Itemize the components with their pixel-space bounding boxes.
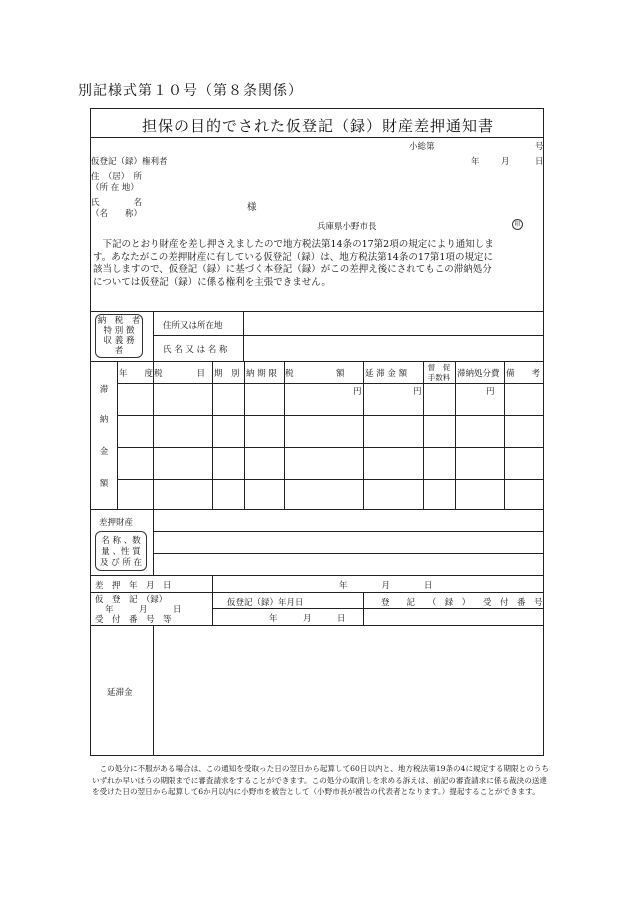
honorific: 様 (247, 202, 257, 213)
arrears-side-2: 納 (99, 415, 109, 425)
taxpayer-div-2 (243, 311, 244, 361)
property-line-1 (153, 531, 543, 532)
property-div (153, 509, 154, 575)
header-year: 年 度 (119, 369, 154, 379)
arrears-side-3: 金 (99, 447, 109, 457)
arrears-row-line-2 (117, 447, 543, 448)
property-sub-label-2: 量 、性 質 (101, 547, 141, 557)
seizure-top-line (91, 575, 543, 576)
issuer-name: 兵庫県小野市長 (317, 222, 377, 232)
property-sub-label-3: 及 び 所 在 (99, 558, 143, 568)
address-label-sub: （所 在 地） (91, 183, 139, 193)
seizure-date-label: 差 押 年 月 日 (95, 581, 172, 591)
name-label-sub: （名 称） (91, 209, 143, 219)
arrears-row-line-3 (117, 479, 543, 480)
unit-late-fee: 円 (413, 387, 422, 397)
form-caption: 別記様式第１０号（第８条関係） (78, 83, 303, 99)
arrears-top-line (91, 361, 543, 362)
title-divider (91, 137, 543, 138)
seizure-date-value: 年 月 日 (339, 581, 433, 591)
body-line-3: 該当しますので、仮登記（録）に基づく本登記（録）がこの差押え後にされてもこの滞納処分 (93, 264, 492, 275)
registration-label-2: 年 月 日 (105, 605, 182, 615)
taxpayer-name-label: 氏 名 又 は 名 称 (163, 345, 228, 355)
arrears-header-line (117, 383, 543, 384)
arrears-row-line-1 (117, 415, 543, 416)
property-label: 差押財産 (99, 518, 134, 528)
property-top-line (91, 509, 543, 510)
late-fee-div (153, 625, 154, 755)
registration-number-header: 登 記 （ 録 ） 受 付 番 号 (381, 598, 543, 608)
header-period: 期 別 (214, 369, 240, 379)
doc-number-suffix: 号 (535, 142, 544, 152)
document-title: 担保の目的でされた仮登記（録）財産差押通知書 (141, 117, 494, 135)
taxpayer-label-3: 収 義 務 (103, 336, 135, 346)
taxpayer-top-line (91, 311, 543, 312)
property-line-2 (153, 553, 543, 554)
seizure-div (212, 575, 213, 625)
date-day: 日 (535, 157, 544, 167)
seal-mark: 印 (512, 219, 523, 230)
notice-form (90, 108, 544, 756)
body-line-4: については仮登記（録）に係る権利を主張できません。 (93, 276, 331, 288)
body-line-1: 下記のとおり財産を差し押さえましたので地方税法第14条の17第2項の規定により通知しま (93, 239, 494, 250)
taxpayer-label-1: 納 税 者 (97, 316, 141, 326)
property-sub-label-1: 名 称 、数 (101, 536, 141, 546)
name-label: 氏 名 (91, 198, 143, 208)
header-due-date: 納 期 限 (246, 369, 277, 379)
taxpayer-mid-line (153, 335, 543, 336)
registration-date-header: 仮登記（録）年月日 (227, 598, 304, 608)
header-late-fee: 延 滞 金 額 (365, 369, 408, 379)
late-fee-top-line (91, 625, 543, 626)
taxpayer-label-2: 特 別 徴 (103, 326, 135, 336)
doc-number-prefix: 小総第 (409, 142, 435, 152)
registration-label-3: 受 付 番 号 等 (95, 615, 172, 625)
body-line-2: す。あなたがこの差押財産に有している仮登記（録）は、地方税法第14条の17第1項の規定に (93, 251, 493, 263)
taxpayer-label-4: 者 (114, 346, 124, 356)
appeal-footnote: この処分に不服がある場合は、この通知を受取った日の翌日から起算して60日以内と、地方税法第19条の4に規定する期限とのうちいずれか早いほうの期限までに審査請求をすることができます。この処分の取消しを求める訴えは、前記の審査請求に係る裁決の送達を受けた日の翌日から起算して6か月以内に小野市を被告として（小野市長が被告の代表者となります。）提起することができます。 (92, 764, 549, 796)
header-demand-2: 手数料 (427, 373, 451, 382)
registration-mid-line (212, 608, 543, 609)
registration-label-1: 仮 登 記 （録） (95, 595, 168, 605)
registration-date-value: 年 月 日 (269, 614, 346, 624)
taxpayer-address-label: 住所又は所在地 (163, 321, 223, 331)
recipient-role: 仮登記（録）権利者 (91, 157, 168, 167)
date-year: 年 (471, 157, 480, 167)
unit-disposal: 円 (486, 387, 495, 397)
arrears-side-1: 滞 (99, 385, 109, 395)
late-fee-label: 延滞金 (107, 688, 133, 698)
header-remarks: 備 考 (506, 369, 541, 379)
taxpayer-div-1 (153, 311, 154, 361)
header-disposal-cost: 滞納処分費 (457, 369, 500, 379)
date-month: 月 (501, 157, 510, 167)
header-tax-amount: 税 額 (285, 369, 345, 379)
arrears-side-4: 額 (99, 479, 109, 489)
header-demand-1: 督 促 (427, 363, 451, 372)
unit-tax-amount: 円 (353, 387, 362, 397)
address-label: 住 （居） 所 (91, 172, 143, 182)
header-tax-item: 税 目 (154, 369, 206, 379)
